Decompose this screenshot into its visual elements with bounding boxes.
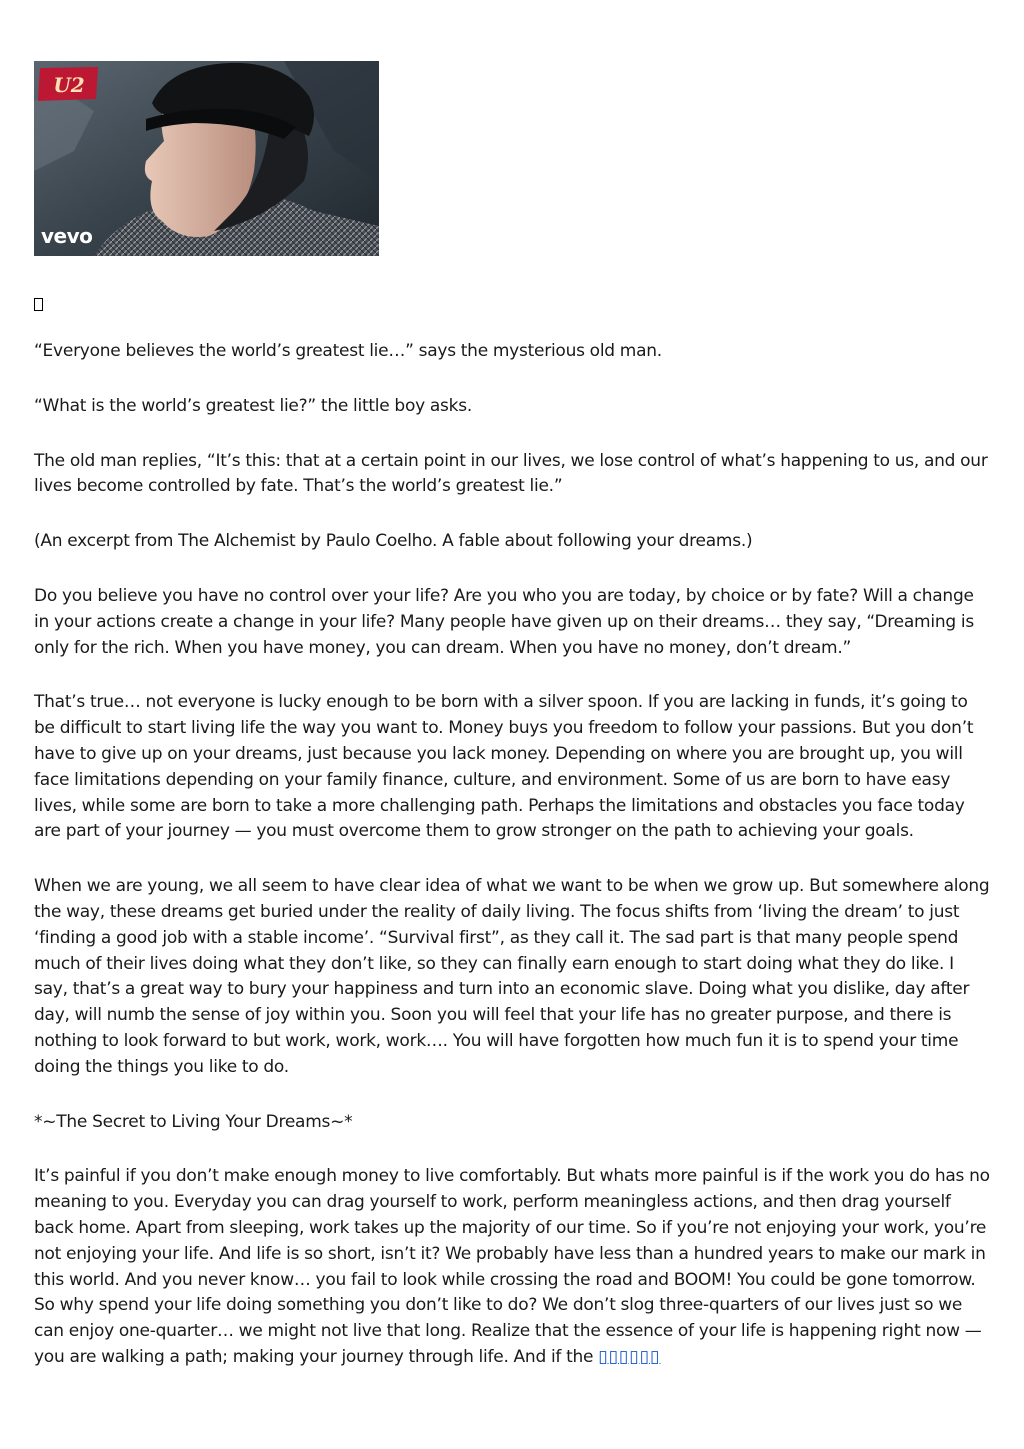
svg-text:U2: U2 [53,73,85,97]
paragraph-quote-1: “Everyone believes the world’s greatest lie…” says the mysterious old man. [34,341,662,361]
paragraph-body-4 [34,1164,992,1370]
paragraph-quote-2: “What is the world’s greatest lie?” the little boy asks. [34,395,473,416]
inline-link[interactable]: ▯▯▯▯▯▯ [598,1346,661,1367]
missing-glyph [34,294,992,314]
video-thumbnail[interactable] [34,61,379,256]
paragraph-body-4-text: It’s painful if you don’t make enough money to live comfortably. But whats more painful is if the work you do has no meaning to you. Everyday you can drag yourself to work, perform meaningless actions, and then drag yourself back home. Apart from sleeping, work takes up the majority of our time. So if you’re not enjoying your work, you’re not enjoying your life. And life is so short, isn’t it? We probably have less than a hundred years to make our mark in this world. And you never know… you fail to look while crossing the road and BOOM! You could be gone tomorrow. So why spend your life doing something you don’t like to do? We don’t slog three-quarters of our lives just so we can enjoy one-quarter… we might not live that long. Realize that the essence of your life is happening right now — you are walking a path; making your journey through life. And if the [34,1166,990,1367]
paragraph-excerpt-note: (An excerpt from The Alchemist by Paulo Coelho. A fable about following your dreams.) [34,531,753,552]
paragraph-body-3: When we are young, we all seem to have clear idea of what we want to be when we grow up. But somewhere along the way, these dreams get buried under the reality of daily living. The focus shifts from ‘living the dream’ to just ‘finding a good job with a stable income’. “Survival first”, as they call it. The sad part is that many people spend much of their lives doing what they don’t like, so they can finally earn enough to start doing what they do like. I say, that’s a great way to bury your happiness and turn into an economic slave. Doing what you dislike, day after day, will numb the sense of joy within you. Soon you will feel that your life has no greater purpose, and there is nothing to look forward to but work, work, work…. You will have forgotten how much fun it is to spend your time doing the things you like to do. [34,876,990,1077]
u2-logo [36,65,102,103]
document-page [34,61,992,1371]
paragraph-body-1: Do you believe you have no control over your life? Are you who you are today, by choice or by fate? Will a change in your actions create a change in your life? Many people have given up on their dreams… they say, “Dreaming is only for the rich. When you have money, you can dream. When you have no money, don’t dream.” [34,585,974,658]
vevo-watermark: vevo [41,224,93,248]
missing-glyph-box-icon [34,298,43,311]
paragraph-body-2: That’s true… not everyone is lucky enough to be born with a silver spoon. If you are lacking in funds, it’s going to be difficult to start living life the way you want to. Money buys you freedom to follow your passions. But you don’t have to give up on your dreams, just because you lack money. Depending on where you are brought up, you will face limitations depending on your family finance, culture, and environment. Some of us are born to have easy lives, while some are born to take a more challenging path. Perhaps the limitations and obstacles you face today are part of your journey — you must overcome them to grow stronger on the path to achieving your goals. [34,692,974,842]
section-heading: *~The Secret to Living Your Dreams~* [34,1111,353,1132]
paragraph-quote-3: The old man replies, “It’s this: that at a certain point in our lives, we lose control of what’s happening to us, and our lives become controlled by fate. That’s the world’s greatest lie.” [34,450,988,497]
